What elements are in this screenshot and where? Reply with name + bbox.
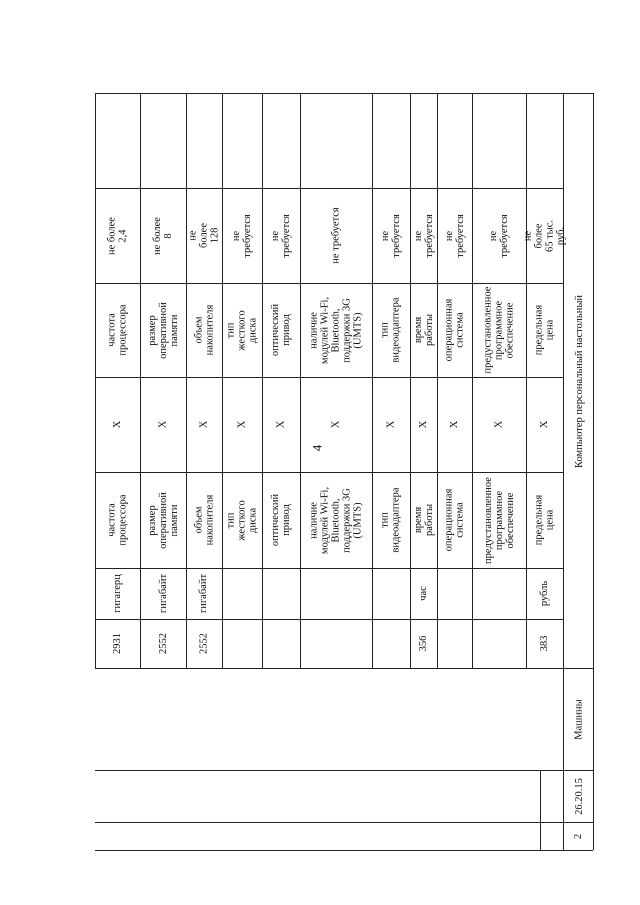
- cell-text-code: 2552: [157, 633, 169, 654]
- table-border-right: [593, 93, 594, 850]
- cell-text-value: не требуется: [231, 213, 254, 258]
- table-cell-char2: [411, 285, 436, 375]
- table-cell-char1: [438, 474, 471, 566]
- row-number-cell: [566, 824, 592, 848]
- cell-text-char1: объем накопителя: [193, 494, 215, 546]
- table-cell-code: [411, 621, 436, 666]
- cell-text-code: 383: [539, 635, 550, 652]
- cell-text-char2: тип жесткого диска: [225, 309, 259, 351]
- table-cell-char2: [187, 285, 221, 375]
- cell-text-x: X: [539, 420, 550, 429]
- okpd-code-cell: [566, 772, 592, 820]
- table-cell-unit: [473, 570, 525, 617]
- table-cell-value: [223, 190, 261, 281]
- left-col-line-a: [95, 770, 593, 771]
- table-cell-char2: [223, 285, 261, 375]
- table-cell-char1: [527, 474, 562, 566]
- table-cell-value: [473, 190, 525, 281]
- col-line-5: [95, 568, 563, 569]
- table-cell-char1: [263, 474, 299, 566]
- table-cell-x: [411, 379, 436, 470]
- table-cell-value: [263, 190, 299, 281]
- cell-text-code: 2931: [112, 633, 123, 654]
- cell-text-x: X: [112, 420, 123, 429]
- cell-text-char2: размер оперативной памяти: [146, 301, 180, 359]
- cell-text-unit: час: [418, 586, 429, 601]
- table-cell-char1: [373, 474, 409, 566]
- col-line-6: [95, 619, 563, 620]
- table-cell-x: [473, 379, 525, 470]
- table-cell-unit: [187, 570, 221, 617]
- table-cell-value: [438, 190, 471, 281]
- table-cell-code: [223, 621, 261, 666]
- table-cell-x: [527, 379, 562, 470]
- table-cell-char2: [301, 285, 371, 375]
- cell-text-value: не требуется: [443, 213, 466, 258]
- table-cell-char1: [301, 474, 371, 566]
- cell-text-char2: предельная цена: [533, 304, 556, 356]
- col-line-4: [95, 472, 563, 473]
- cell-text-code: 356: [418, 635, 429, 652]
- cell-text-char1: частота процессора: [106, 494, 129, 546]
- cell-text-char2: оптический привод: [270, 303, 292, 357]
- table-cell-code: [373, 621, 409, 666]
- table-cell-unit: [301, 570, 371, 617]
- table-cell-char2: [96, 285, 139, 375]
- cell-text-value: не требуется: [330, 207, 342, 264]
- table-cell-char1: [141, 474, 185, 566]
- table-cell-value: [96, 190, 139, 281]
- cell-text-unit: гигагерц: [112, 574, 123, 613]
- table-cell-unit: [223, 570, 261, 617]
- table-cell-char2: [438, 285, 471, 375]
- table-cell-value: [301, 190, 371, 281]
- table-cell-unit: [373, 570, 409, 617]
- table-divider-bottom: [95, 668, 593, 669]
- cell-text-x: X: [385, 420, 397, 429]
- cell-text-value: не требуется: [412, 213, 435, 258]
- table-cell-unit: [263, 570, 299, 617]
- cell-text-unit: гигабайт: [198, 573, 210, 614]
- cell-text-char1: предустановленное программное обеспечение: [482, 476, 516, 564]
- table-cell-code: [527, 621, 562, 666]
- cell-text-char1: наличие модулей Wi-Fi, Bluetooth, поддержки 3G (UMTS): [308, 486, 364, 554]
- table-cell-unit: [96, 570, 139, 617]
- table-border-bottom: [95, 850, 593, 851]
- cell-text-char2: время работы: [412, 313, 435, 347]
- table-cell-x: [438, 379, 471, 470]
- cell-text-char1: предельная цена: [533, 494, 556, 546]
- cell-text-x: X: [449, 420, 460, 429]
- item-name-cell: [566, 95, 592, 667]
- cell-text-value: не более 8: [152, 216, 174, 255]
- cell-text-char2: предустановленное программное обеспечение: [482, 286, 516, 373]
- cell-text-x: X: [157, 420, 169, 429]
- cell-text-char2: операционная система: [443, 298, 466, 362]
- col-line-2: [95, 283, 563, 284]
- cell-text-char1: оптический привод: [270, 493, 292, 547]
- cell-text-char1: операционная система: [443, 488, 466, 552]
- table-cell-x: [263, 379, 299, 470]
- cell-text-x: X: [198, 420, 210, 429]
- col-line-3: [95, 377, 563, 378]
- table-cell-x: [96, 379, 139, 470]
- table-cell-code: [438, 621, 471, 666]
- table-cell-char1: [96, 474, 139, 566]
- cell-text-value: не требуется: [270, 213, 293, 258]
- table-cell-x: [223, 379, 261, 470]
- table-cell-char1: [223, 474, 261, 566]
- cell-text-x: X: [493, 420, 505, 429]
- table-cell-char2: [141, 285, 185, 375]
- row-num-divider: [563, 668, 564, 850]
- page-number: 4: [309, 444, 325, 452]
- okpd-code: 26.20.15: [573, 777, 585, 815]
- cell-text-char2: наличие модулей Wi-Fi, Bluetooth, поддержки 3G (UMTS): [308, 296, 364, 364]
- code-col-divider: [540, 770, 541, 850]
- cell-text-value: не требуется: [380, 213, 403, 258]
- table-cell-value: [373, 190, 409, 281]
- table-cell-unit: [411, 570, 436, 617]
- cell-text-x: X: [330, 420, 342, 429]
- cell-text-char2: частота процессора: [106, 304, 129, 356]
- table-cell-x: [187, 379, 221, 470]
- item-name: Компьютер персональный настольный: [573, 294, 585, 468]
- cell-text-char2: объем накопителя: [193, 304, 215, 356]
- cell-text-x: X: [236, 420, 248, 429]
- table-cell-x: [301, 379, 371, 470]
- cell-text-value: не более 2,4: [106, 216, 129, 255]
- table-cell-char2: [373, 285, 409, 375]
- cell-text-char1: тип видеоадаптера: [380, 487, 403, 553]
- cell-text-char1: размер оперативной памяти: [146, 491, 180, 549]
- row-number: 2: [573, 833, 585, 839]
- table-cell-unit: [141, 570, 185, 617]
- table-cell-value: [411, 190, 436, 281]
- table-cell-code: [96, 621, 139, 666]
- table-cell-char2: [527, 285, 562, 375]
- table-cell-code: [141, 621, 185, 666]
- table-cell-value: [187, 190, 221, 281]
- table-cell-x: [141, 379, 185, 470]
- cell-text-value: не требуется: [488, 213, 510, 258]
- cell-text-char2: тип видеоадаптера: [380, 297, 403, 363]
- table-cell-char2: [473, 285, 525, 375]
- table-cell-unit: [438, 570, 471, 617]
- table-cell-code: [263, 621, 299, 666]
- cell-text-char1: время работы: [412, 503, 435, 537]
- table-cell-code: [473, 621, 525, 666]
- table-border-top: [95, 93, 593, 94]
- cell-text-value: не более 65 тыс. руб.: [522, 219, 567, 252]
- cell-text-x: X: [275, 420, 287, 429]
- table-cell-x: [373, 379, 409, 470]
- table-cell-code: [301, 621, 371, 666]
- table-cell-char2: [263, 285, 299, 375]
- cell-text-code: 2552: [198, 633, 210, 654]
- group-name: Машины: [573, 698, 585, 740]
- table-cell-value: [141, 190, 185, 281]
- table-cell-char1: [473, 474, 525, 566]
- col-line-1: [95, 188, 563, 189]
- cell-text-unit: гигабайт: [157, 573, 169, 614]
- group-name-cell: [566, 670, 592, 768]
- table-cell-char1: [187, 474, 221, 566]
- table-cell-char1: [411, 474, 436, 566]
- cell-text-unit: рубль: [539, 580, 550, 607]
- cell-text-x: X: [418, 420, 429, 429]
- cell-text-value: не более 128: [187, 223, 221, 249]
- table-cell-value: [522, 190, 567, 281]
- table-cell-code: [187, 621, 221, 666]
- left-col-line-b: [95, 822, 593, 823]
- table-cell-unit: [527, 570, 562, 617]
- cell-text-char1: тип жесткого диска: [225, 499, 259, 541]
